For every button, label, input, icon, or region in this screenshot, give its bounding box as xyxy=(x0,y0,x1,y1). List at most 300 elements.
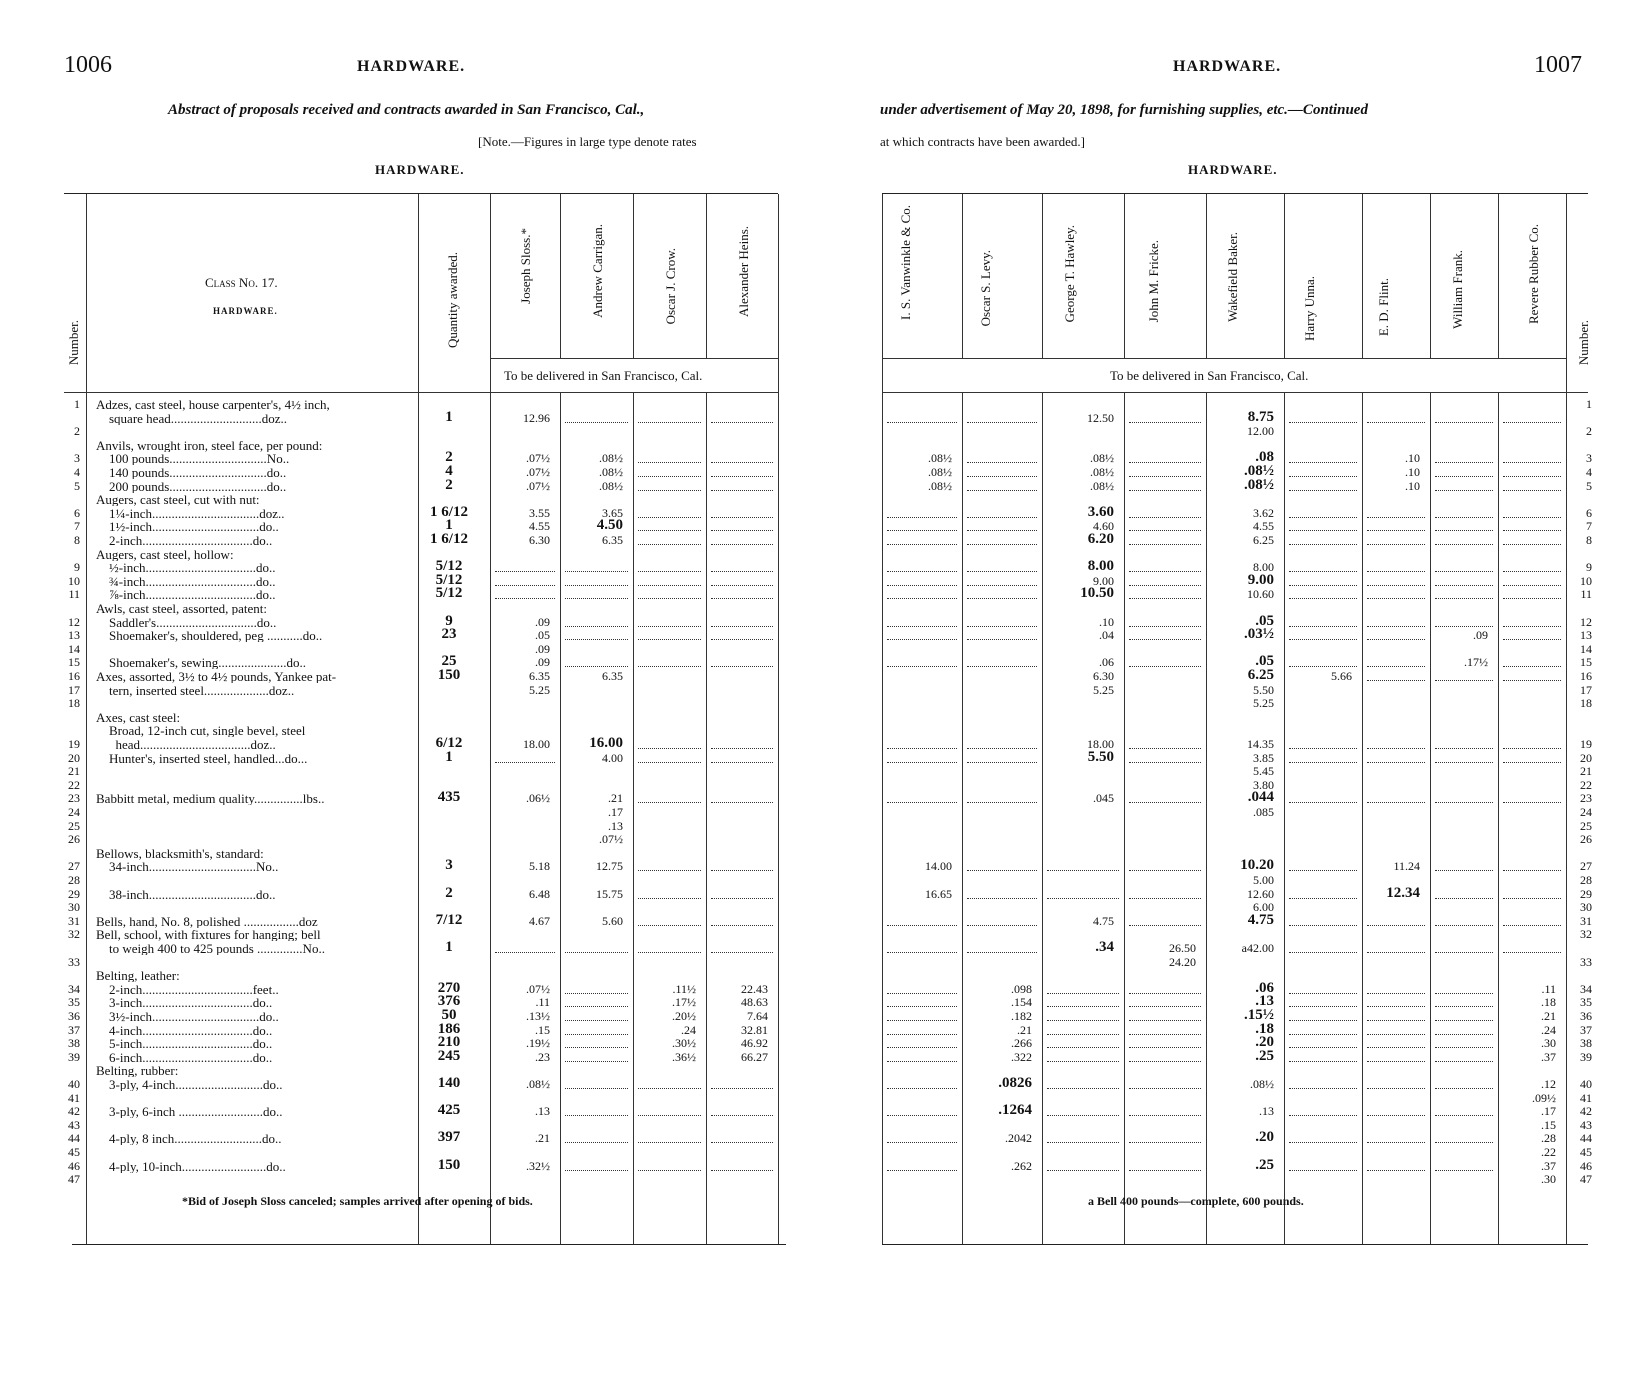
leader-dots xyxy=(638,735,701,749)
row-number: 30 xyxy=(1580,900,1592,915)
leader-dots xyxy=(1367,1034,1425,1048)
leader-dots xyxy=(1367,653,1425,667)
leader-dots xyxy=(1435,409,1493,423)
bid-cell: 14.35 xyxy=(1247,737,1274,751)
leader-dots xyxy=(1503,585,1561,599)
leader-dots xyxy=(1129,885,1201,899)
item-description: Shoemaker's, shouldered, peg ...........do.. xyxy=(96,629,323,643)
quantity-awarded: 9 xyxy=(445,612,453,629)
quantity-awarded: 270 xyxy=(437,979,461,996)
leader-dots xyxy=(638,572,701,586)
col-divider xyxy=(1206,194,1207,358)
leader-dots xyxy=(638,585,701,599)
leader-dots xyxy=(711,857,773,871)
row-number: 4 xyxy=(1586,465,1592,479)
leader-dots xyxy=(1503,939,1561,953)
leader-dots xyxy=(1367,980,1425,994)
row-number: 22 xyxy=(1580,777,1592,792)
item-description: 6-inch..................................do.. xyxy=(96,1050,273,1064)
leader-dots xyxy=(1367,939,1425,953)
leader-dots xyxy=(711,572,773,586)
class-title: Class No. 17. xyxy=(205,275,278,290)
row-number: 30 xyxy=(68,900,80,915)
col-divider xyxy=(1430,194,1431,358)
leader-dots xyxy=(1289,1034,1357,1048)
leader-dots xyxy=(1047,1048,1119,1062)
col-divider xyxy=(1124,392,1125,1244)
leader-dots xyxy=(711,558,773,572)
leader-dots xyxy=(967,449,1037,463)
bid-cell: .17 xyxy=(1541,1104,1556,1119)
leader-dots xyxy=(495,558,555,572)
row-number: 26 xyxy=(68,832,80,847)
bid-cell: .20½ xyxy=(672,1009,696,1023)
bidder-header: Harry Unna. xyxy=(1302,276,1317,341)
leader-dots xyxy=(1047,980,1119,994)
leader-dots xyxy=(1367,409,1425,423)
leader-dots xyxy=(565,1129,628,1143)
row-number: 15 xyxy=(68,655,80,670)
bid-cell: .08½ xyxy=(928,478,952,493)
row-number: 5 xyxy=(1586,478,1592,493)
leader-dots xyxy=(1435,980,1493,994)
leader-dots xyxy=(1367,749,1425,763)
leader-dots xyxy=(565,585,628,599)
col-divider xyxy=(1124,194,1125,358)
leader-dots xyxy=(1367,613,1425,627)
leader-dots xyxy=(887,653,957,667)
bid-cell: .262 xyxy=(1011,1158,1032,1173)
row-number: 10 xyxy=(68,573,80,588)
leader-dots xyxy=(887,613,957,627)
bid-cell: 6.25 xyxy=(1247,667,1274,683)
leader-dots xyxy=(711,653,773,667)
bid-cell: .06 xyxy=(1099,655,1114,670)
bid-cell: 26.50 xyxy=(1169,941,1196,955)
col-divider xyxy=(86,194,87,1244)
leader-dots xyxy=(1129,1075,1201,1089)
bid-cell: .20 xyxy=(1255,1034,1274,1051)
leader-dots xyxy=(711,1102,773,1116)
bid-cell: 6.48 xyxy=(529,886,550,901)
leader-dots xyxy=(1129,912,1201,926)
leader-dots xyxy=(967,653,1037,667)
row-number: 17 xyxy=(68,682,80,697)
bid-cell: 3.55 xyxy=(529,505,550,520)
bid-cell: .05 xyxy=(1255,612,1274,629)
number-header: Number. xyxy=(66,320,81,366)
leader-dots xyxy=(1289,449,1357,463)
row-number: 40 xyxy=(1580,1077,1592,1091)
leader-dots xyxy=(1435,504,1493,518)
quantity-awarded: 50 xyxy=(441,1007,457,1023)
leader-dots xyxy=(967,939,1037,953)
quantity-awarded: 425 xyxy=(437,1102,461,1119)
leader-dots xyxy=(1435,477,1493,491)
row-number: 17 xyxy=(1580,682,1592,697)
bid-cell: 5.00 xyxy=(1253,873,1274,887)
leader-dots xyxy=(1435,613,1493,627)
row-number: 31 xyxy=(1580,913,1592,928)
row-number: 29 xyxy=(1580,886,1592,901)
leader-dots xyxy=(1503,626,1561,640)
row-number: 43 xyxy=(1580,1117,1592,1132)
leader-dots xyxy=(565,1048,628,1062)
row-number: 2 xyxy=(74,424,80,439)
row-number: 12 xyxy=(68,614,80,629)
item-description: 34-inch.................................No.. xyxy=(96,860,279,874)
row-number: 6 xyxy=(74,505,80,520)
bid-cell: .098 xyxy=(1011,981,1032,996)
bid-cell: 5.60 xyxy=(602,913,623,928)
leader-dots xyxy=(967,477,1037,491)
leader-dots xyxy=(1129,558,1201,572)
leader-dots xyxy=(1367,1007,1425,1021)
bid-cell: .32½ xyxy=(526,1158,550,1173)
col-divider xyxy=(1042,194,1043,358)
col-divider xyxy=(1566,194,1567,1244)
leader-dots xyxy=(1367,993,1425,1007)
leader-dots xyxy=(1435,749,1493,763)
item-description: Augers, cast steel, hollow: xyxy=(96,547,234,561)
leader-dots xyxy=(1435,885,1493,899)
row-number: 21 xyxy=(68,764,80,779)
bid-cell: .07½ xyxy=(526,451,550,466)
bid-cell: .21 xyxy=(1541,1009,1556,1023)
row-number: 2 xyxy=(1586,424,1592,439)
leader-dots xyxy=(1289,1102,1357,1116)
leader-dots xyxy=(1047,1007,1119,1021)
item-description: 4-inch..................................do.. xyxy=(96,1023,273,1037)
quantity-awarded: 150 xyxy=(437,1156,461,1173)
row-number: 14 xyxy=(68,641,80,656)
leader-dots xyxy=(1289,939,1357,953)
bid-cell: 18.00 xyxy=(1087,737,1114,751)
leader-dots xyxy=(1047,857,1119,871)
leader-dots xyxy=(1435,789,1493,803)
leader-dots xyxy=(565,980,628,994)
bid-cell: 6.00 xyxy=(1253,900,1274,915)
leader-dots xyxy=(1435,572,1493,586)
item-description: ¾-inch..................................do.. xyxy=(96,574,276,588)
leader-dots xyxy=(1435,517,1493,531)
bid-cell: 3.60 xyxy=(1087,503,1114,520)
leader-dots xyxy=(1289,993,1357,1007)
leader-dots xyxy=(887,585,957,599)
bid-cell: .2042 xyxy=(1005,1131,1032,1146)
leader-dots xyxy=(1367,912,1425,926)
bid-cell: .17½ xyxy=(1464,655,1488,670)
col-divider xyxy=(706,194,707,358)
bid-cell: .10 xyxy=(1405,478,1420,493)
quantity-awarded: 376 xyxy=(437,993,461,1010)
leader-dots xyxy=(1129,517,1201,531)
leader-dots xyxy=(711,735,773,749)
bid-cell: .08½ xyxy=(1250,1077,1274,1091)
leader-dots xyxy=(1129,749,1201,763)
bid-cell: 5.50 xyxy=(1087,748,1114,765)
quantity-awarded: 210 xyxy=(437,1034,461,1051)
quantity-awarded: 435 xyxy=(437,789,461,806)
leader-dots xyxy=(1129,1048,1201,1062)
leader-dots xyxy=(1367,558,1425,572)
leader-dots xyxy=(1289,1157,1357,1171)
quantity-awarded: 1 xyxy=(445,517,453,534)
bid-cell: .08½ xyxy=(928,451,952,466)
quantity-awarded: 1 xyxy=(445,408,453,425)
bid-cell: 5.25 xyxy=(529,682,550,697)
leader-dots xyxy=(887,749,957,763)
bid-cell: .25 xyxy=(1255,1156,1274,1173)
row-number: 39 xyxy=(1580,1049,1592,1064)
bid-cell: 9.00 xyxy=(1247,571,1274,588)
header-bottom-rule xyxy=(882,392,1588,393)
bid-cell: .11 xyxy=(535,995,550,1010)
col-divider xyxy=(1430,392,1431,1244)
leader-dots xyxy=(1129,585,1201,599)
leader-dots xyxy=(967,885,1037,899)
row-number: 35 xyxy=(1580,995,1592,1010)
leader-dots xyxy=(638,1129,701,1143)
leader-dots xyxy=(1289,980,1357,994)
leader-dots xyxy=(1435,449,1493,463)
leader-dots xyxy=(967,517,1037,531)
bid-cell: 4.55 xyxy=(529,519,550,534)
leader-dots xyxy=(1503,735,1561,749)
leader-dots xyxy=(967,463,1037,477)
bid-cell: 5.50 xyxy=(1253,682,1274,697)
leader-dots xyxy=(1129,531,1201,545)
leader-dots xyxy=(1435,735,1493,749)
item-description: Axes, cast steel: xyxy=(96,710,181,724)
leader-dots xyxy=(1047,1075,1119,1089)
bid-cell: .08½ xyxy=(599,478,623,493)
quantity-awarded: 4 xyxy=(445,463,453,479)
section-heading: HARDWARE. xyxy=(1188,162,1278,177)
leader-dots xyxy=(967,558,1037,572)
bid-cell: 5.25 xyxy=(1253,696,1274,711)
bid-cell: .21 xyxy=(535,1131,550,1146)
col-divider xyxy=(560,194,561,358)
leader-dots xyxy=(1129,1007,1201,1021)
leader-dots xyxy=(887,1007,957,1021)
row-number: 16 xyxy=(1580,669,1592,683)
bid-cell: .07½ xyxy=(526,981,550,996)
bid-cell: .13 xyxy=(1259,1104,1274,1119)
leader-dots xyxy=(565,572,628,586)
delivery-top-rule xyxy=(490,358,778,359)
item-description: head..................................doz.. xyxy=(96,738,276,751)
item-description: Axes, assorted, 3½ to 4½ pounds, Yankee pat- xyxy=(96,670,337,683)
row-number: 24 xyxy=(68,805,80,819)
bid-cell: 10.50 xyxy=(1080,585,1114,602)
leader-dots xyxy=(1047,885,1119,899)
bid-cell: .06 xyxy=(1255,979,1274,996)
bid-cell: .18 xyxy=(1255,1020,1274,1037)
leader-dots xyxy=(1435,1129,1493,1143)
bid-cell: 12.60 xyxy=(1247,886,1274,901)
table-bottom-rule xyxy=(72,1244,786,1245)
leader-dots xyxy=(638,558,701,572)
leader-dots xyxy=(638,504,701,518)
bid-cell: 10.60 xyxy=(1247,587,1274,602)
leader-dots xyxy=(565,939,628,953)
leader-dots xyxy=(711,531,773,545)
bid-cell: .30½ xyxy=(672,1036,696,1051)
bid-cell: 24.20 xyxy=(1169,954,1196,969)
bid-cell: .08½ xyxy=(1244,463,1274,479)
quantity-awarded: 6/12 xyxy=(435,735,463,751)
bid-cell: 5.45 xyxy=(1253,764,1274,779)
leader-dots xyxy=(1435,939,1493,953)
leader-dots xyxy=(1289,1021,1357,1035)
leader-dots xyxy=(1503,613,1561,627)
item-description: Broad, 12-inch cut, single bevel, steel xyxy=(96,724,306,738)
bid-cell: .19½ xyxy=(526,1036,550,1051)
row-number: 5 xyxy=(74,478,80,493)
row-number: 34 xyxy=(68,981,80,996)
leader-dots xyxy=(638,749,701,763)
row-number: 36 xyxy=(1580,1009,1592,1023)
quantity-awarded: 186 xyxy=(437,1020,461,1037)
leader-dots xyxy=(1503,517,1561,531)
row-number: 43 xyxy=(68,1117,80,1132)
leader-dots xyxy=(1367,789,1425,803)
col-divider xyxy=(882,194,883,1244)
quantity-awarded: 3 xyxy=(445,857,453,874)
leader-dots xyxy=(1047,1034,1119,1048)
item-description: 4-ply, 10-inch..........................do.. xyxy=(96,1159,286,1173)
leader-dots xyxy=(1289,409,1357,423)
row-number: 8 xyxy=(1586,533,1592,547)
row-number: 9 xyxy=(74,560,80,575)
leader-dots xyxy=(1129,572,1201,586)
row-number: 33 xyxy=(68,954,80,969)
row-number: 20 xyxy=(68,750,80,765)
row-number: 23 xyxy=(68,791,80,806)
bid-cell: 4.00 xyxy=(602,750,623,765)
leader-dots xyxy=(565,558,628,572)
bid-cell: 5.66 xyxy=(1331,669,1352,683)
row-number: 24 xyxy=(1580,805,1592,819)
abstract-title: Abstract of proposals received and contracts awarded in San Francisco, Cal., xyxy=(168,102,645,118)
item-description: Anvils, wrought iron, steel face, per pound: xyxy=(96,438,323,452)
bid-cell: .266 xyxy=(1011,1036,1032,1051)
row-number: 39 xyxy=(68,1049,80,1064)
leader-dots xyxy=(1289,789,1357,803)
quantity-header: Quantity awarded. xyxy=(445,252,460,349)
col-divider xyxy=(1284,392,1285,1244)
leader-dots xyxy=(887,789,957,803)
quantity-awarded: 1 xyxy=(445,939,453,955)
leader-dots xyxy=(967,504,1037,518)
leader-dots xyxy=(711,613,773,627)
item-description: 3-inch..................................do.. xyxy=(96,996,273,1010)
leader-dots xyxy=(887,504,957,518)
row-number: 45 xyxy=(1580,1145,1592,1159)
item-description: 2-inch..................................do.. xyxy=(96,534,273,547)
leader-dots xyxy=(565,1021,628,1035)
bid-cell: .05 xyxy=(1255,653,1274,670)
row-number: 25 xyxy=(68,818,80,833)
bid-cell: .09 xyxy=(535,641,550,656)
leader-dots xyxy=(1367,531,1425,545)
leader-dots xyxy=(1503,789,1561,803)
leader-dots xyxy=(887,1048,957,1062)
leader-dots xyxy=(887,517,957,531)
leader-dots xyxy=(711,1157,773,1171)
bidder-header: Revere Rubber Co. xyxy=(1526,224,1541,325)
leader-dots xyxy=(565,1007,628,1021)
row-number: 41 xyxy=(1580,1090,1592,1105)
leader-dots xyxy=(638,477,701,491)
item-description: Babbitt metal, medium quality...............lbs.. xyxy=(96,792,325,806)
bid-cell: .15½ xyxy=(1244,1007,1274,1023)
running-head: HARDWARE. xyxy=(1173,58,1282,75)
item-description: ⅞-inch..................................do.. xyxy=(96,588,276,602)
bid-cell: 15.75 xyxy=(596,886,623,901)
row-number: 44 xyxy=(1580,1131,1592,1146)
leader-dots xyxy=(1503,749,1561,763)
leader-dots xyxy=(1367,626,1425,640)
bid-cell: .08½ xyxy=(1090,465,1114,479)
bid-cell: .20 xyxy=(1255,1129,1274,1146)
item-description: Adzes, cast steel, house carpenter's, 4½ inch, xyxy=(96,398,330,411)
note-start: [Note.—Figures in large type denote rates xyxy=(478,134,697,149)
leader-dots xyxy=(1129,409,1201,423)
bid-cell: .07½ xyxy=(526,478,550,493)
row-number: 34 xyxy=(1580,981,1592,996)
row-number: 1 xyxy=(74,397,80,411)
leader-dots xyxy=(1503,667,1561,681)
leader-dots xyxy=(967,585,1037,599)
leader-dots xyxy=(967,749,1037,763)
leader-dots xyxy=(1129,477,1201,491)
leader-dots xyxy=(1129,1034,1201,1048)
row-number: 16 xyxy=(68,669,80,683)
leader-dots xyxy=(887,993,957,1007)
bid-cell: .37 xyxy=(1541,1049,1556,1064)
row-number: 8 xyxy=(74,533,80,547)
leader-dots xyxy=(711,885,773,899)
item-description: 3-ply, 4-inch...........................do.. xyxy=(96,1078,283,1091)
row-number: 42 xyxy=(68,1104,80,1119)
leader-dots xyxy=(1435,1102,1493,1116)
item-description: ½-inch..................................do.. xyxy=(96,561,276,575)
leader-dots xyxy=(1435,531,1493,545)
leader-dots xyxy=(638,939,701,953)
col-divider xyxy=(962,194,963,358)
table-bottom-rule xyxy=(882,1244,1588,1245)
leader-dots xyxy=(1047,1102,1119,1116)
leader-dots xyxy=(887,558,957,572)
bid-cell: .06½ xyxy=(526,791,550,806)
bid-cell: 6.35 xyxy=(602,669,623,683)
leader-dots xyxy=(1289,885,1357,899)
bid-cell: .24 xyxy=(1541,1022,1556,1037)
bid-cell: .182 xyxy=(1011,1009,1032,1023)
leader-dots xyxy=(1367,504,1425,518)
bid-cell: 12.75 xyxy=(596,859,623,874)
leader-dots xyxy=(638,463,701,477)
col-divider xyxy=(1284,194,1285,358)
bid-cell: .15 xyxy=(535,1022,550,1037)
leader-dots xyxy=(1435,558,1493,572)
leader-dots xyxy=(1289,1007,1357,1021)
leader-dots xyxy=(887,939,957,953)
bid-cell: 6.35 xyxy=(602,533,623,547)
item-description: Bell, school, with fixtures for hanging; bell xyxy=(96,928,321,942)
